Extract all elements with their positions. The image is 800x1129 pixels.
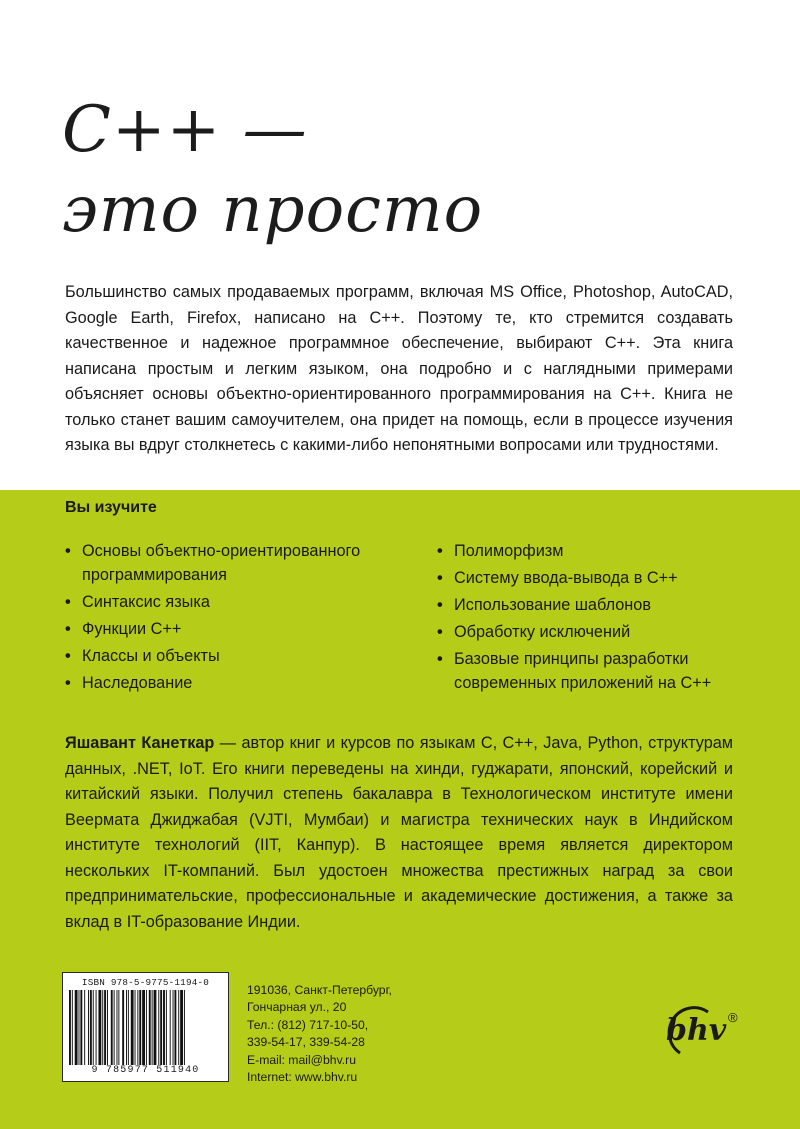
author-bio-text: — автор книг и курсов по языкам C, C++, Java, Python, структурам данных, .NET, IoT. Его книги переведены на хинди, гуджарати, японский, корейский и китайский языки. Получил степень бакалавра в Технологическом институте имени Веермата Джиджабая (VJTI, Мумбаи) и магистра технических наук в Индийском институте технологий (IIT, Канпур). В настоящее время является директором нескольких IT-компаний. Был удостоен множества престижных наград за свои предпринимательские, профессиональные и академические достижения, а также за вклад в IT-образование Индии. [65,734,733,931]
barcode-bar [90,990,92,1065]
barcode-bar [96,990,97,1065]
barcode-bar [88,990,89,1065]
address-line: 339-54-17, 339-54-28 [247,1035,365,1050]
list-item: • Обработку исключений [437,620,767,644]
barcode-bar [79,990,80,1065]
bullet-icon: • [437,623,443,641]
address-line: Тел.: (812) 717-10-50, [247,1017,369,1032]
bullet-icon: • [437,650,443,668]
author-bio [65,731,733,935]
barcode-bar [160,990,162,1065]
title-line-1: C++ — [62,93,308,167]
barcode-bar [142,990,145,1065]
bhv-logo-icon [650,998,760,1058]
barcode-bar [152,990,153,1065]
barcode-bar [131,990,134,1065]
barcode-bar [75,990,78,1065]
address-line: E-mail: mail@bhv.ru [247,1052,356,1067]
barcode-bar [128,990,129,1065]
list-item: • Синтаксис языка [65,590,415,614]
barcode-bars-icon [69,990,222,1065]
bullet-icon: • [65,542,71,560]
barcode-bar [84,990,85,1065]
barcode-bar [154,990,157,1065]
address-line: 191036, Санкт-Петербург, [247,983,392,997]
learn-heading: Вы изучите [65,499,157,516]
list-item: • Полиморфизм [437,539,767,563]
barcode-bar [104,990,106,1065]
list-item: • Базовые принципы разработки современных приложений на C++ [437,647,767,695]
list-item: • Классы и объекты [65,644,415,668]
list-item: • Систему ввода-вывода в C++ [437,566,767,590]
barcode-bar [135,990,136,1065]
barcode-bar [98,990,101,1065]
barcode-bar [102,990,103,1065]
barcode-bar [111,990,113,1065]
learn-list-right [437,539,767,698]
list-item: • Основы объектно-ориентированного программирования [65,539,415,587]
barcode-bar [170,990,171,1065]
list-item: • Функции C++ [65,617,415,641]
author-name: Яшавант Канеткар [65,734,215,752]
logo-text: bhv [666,1013,727,1048]
barcode-bar [178,990,179,1065]
bullet-icon: • [65,620,71,638]
address-line: Гончарная ул., 20 [247,1000,347,1015]
barcode-bar [114,990,115,1065]
bullet-icon: • [65,593,71,611]
barcode-bar [174,990,176,1065]
registered-mark: ® [728,1010,738,1025]
bullet-icon: • [437,596,443,614]
barcode-bar [118,990,119,1065]
isbn-label: ISBN 978-5-9775-1194-0 [81,977,210,988]
bullet-icon: • [65,647,71,665]
publisher-address [247,982,392,1086]
list-item: • Использование шаблонов [437,593,767,617]
title-line-2: это просто [62,173,484,247]
bullet-icon: • [437,569,443,587]
barcode-bar [158,990,159,1065]
learn-list-left [65,539,415,698]
address-line: Internet: www.bhv.ru [247,1070,358,1085]
barcode-bar [146,990,147,1065]
barcode-digits: 9 785977 511940 [91,1065,200,1076]
barcode-bar [139,990,141,1065]
list-item: • Наследование [65,671,415,695]
barcode [62,972,229,1082]
barcode-bar [93,990,94,1065]
barcode-bar [107,990,108,1065]
bullet-icon: • [437,542,443,560]
barcode-bar [166,990,167,1065]
barcode-bar [122,990,124,1065]
barcode-bar [173,990,174,1065]
barcode-bar [163,990,165,1065]
barcode-bar [72,990,73,1065]
barcode-bar [180,990,183,1065]
book-title [62,90,483,250]
barcode-bar [80,990,82,1065]
barcode-bar [184,990,185,1065]
bullet-icon: • [65,674,71,692]
barcode-bar [149,990,151,1065]
intro-paragraph: Большинство самых продаваемых программ, включая MS Office, Photoshop, AutoCAD, Google Earth, Firefox, написано на C++. Поэтому те, кто стремится создавать качественное и надежное программное обеспечение, выбирают C++. Эта книга написана простым и легким языком, она подробно и с наглядными примерами объясняет основы объектно-ориентированного программирования на C++. Книга не только станет вашим самоучителем, она придет на помощь, если в процессе изучения языка вы вдруг столкнетесь с какими-либо непонятными вопросами или трудностями. [65,283,733,454]
barcode-bar [126,990,127,1065]
barcode-bar [69,990,71,1065]
barcode-bar [137,990,138,1065]
barcode-bar [117,990,118,1065]
